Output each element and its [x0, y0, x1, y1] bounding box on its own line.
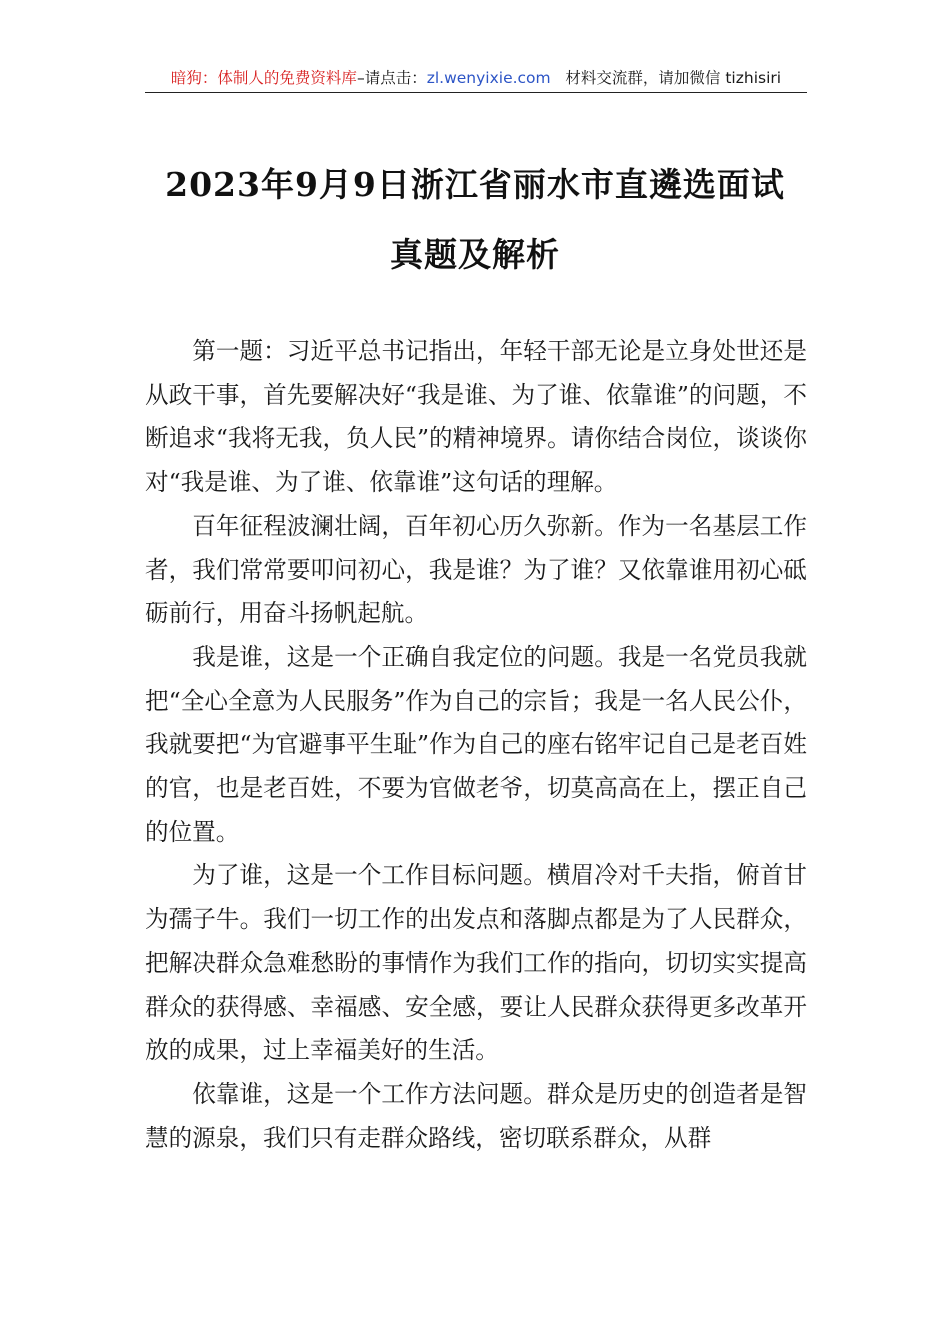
header-click-label: –请点击：	[356, 69, 427, 87]
paragraph-rely-on-whom: 依靠谁，这是一个工作方法问题。群众是历史的创造者是智慧的源泉，我们只有走群众路线，密切联系群众，从群	[145, 1079, 807, 1152]
paragraph-for-whom: 为了谁，这是一个工作目标问题。横眉冷对千夫指，俯首甘为孺子牛。我们一切工作的出发点和落脚点都是为了人民群众，把解决群众急难愁盼的事情作为我们工作的指向，切切实实提高群众的获得感、幸福感、安全感，要让人民群众获得更多改革开放的成果，过上幸福美好的生活。	[145, 861, 807, 1065]
header-group-note: 材料交流群，请加微信 tizhisiri	[565, 69, 782, 87]
paragraph-who-am-i: 我是谁，这是一个正确自我定位的问题。我是一名党员我就把“全心全意为人民服务”作为自己的宗旨；我是一名人民公仆，我就要把“为官避事平生耻”作为自己的座右铭牢记自己是老百姓的官，也是老百姓，不要为官做老爷，切莫高高在上，摆正自己的位置。	[145, 642, 807, 846]
paragraph-intro: 百年征程波澜壮阔，百年初心历久弥新。作为一名基层工作者，我们常常要叩问初心，我是谁？为了谁？又依靠谁用初心砥砺前行，用奋斗扬帆起航。	[145, 511, 807, 628]
paragraph-question-1: 第一题：习近平总书记指出，年轻干部无论是立身处世还是从政干事，首先要解决好“我是谁、为了谁、依靠谁”的问题，不断追求“我将无我，负人民”的精神境界。请你结合岗位，谈谈你对“我是谁、为了谁、依靠谁”这句话的理解。	[145, 337, 807, 497]
document-body	[145, 330, 807, 1160]
header-site-link[interactable]: zl.wenyixie.com	[426, 69, 551, 87]
document-title	[120, 150, 830, 290]
title-line-2: 真题及解析	[390, 235, 560, 274]
header-brand: 暗狗：体制人的免费资料库	[170, 69, 357, 87]
page-header	[145, 64, 807, 93]
title-line-1: 2023年9月9日浙江省丽水市直遴选面试	[165, 165, 785, 204]
